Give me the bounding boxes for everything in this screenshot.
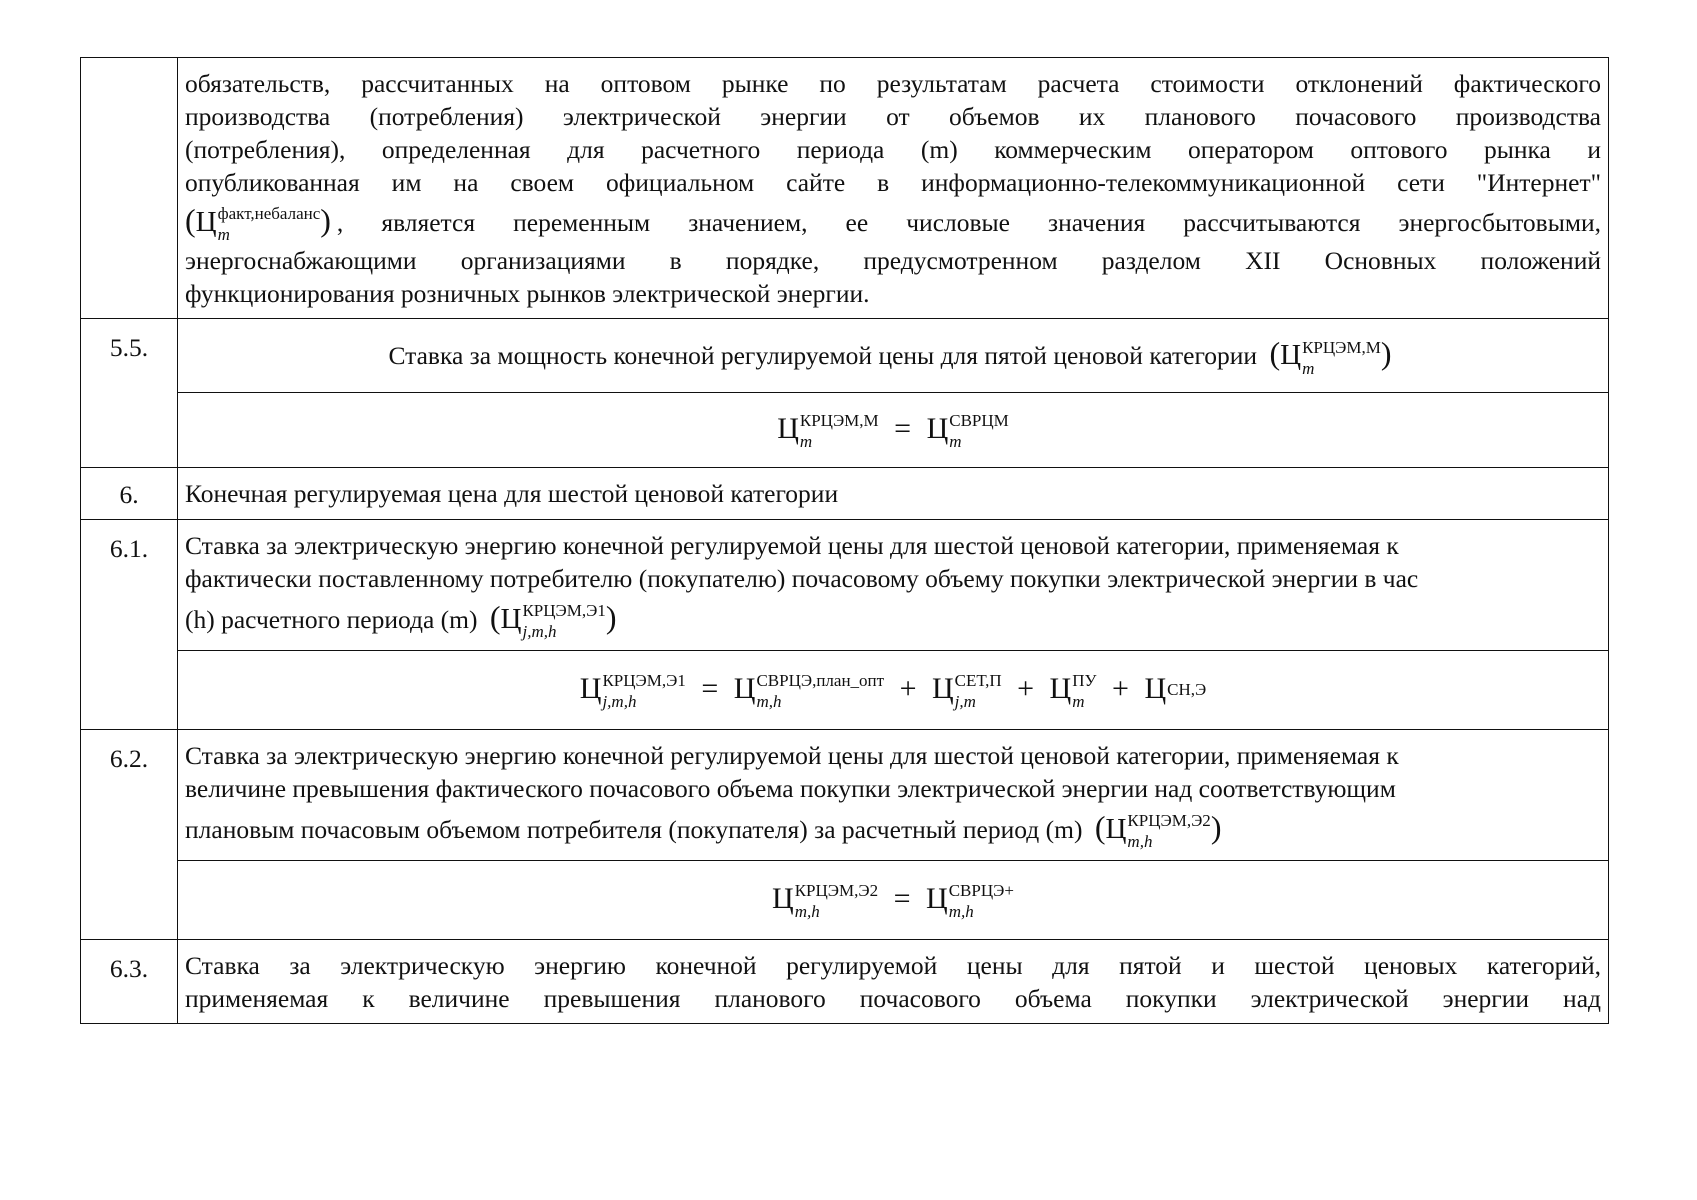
price-symbol: (Ц КРЦЭМ,М m )	[1269, 335, 1392, 378]
table-row-5-5	[81, 319, 1609, 393]
continuation-text	[178, 58, 1609, 319]
text-line: величине превышения фактического почасового объема покупки электрической энергии над соответствующим	[185, 774, 1396, 803]
text-line: применяемая к величине превышения планового почасового объема покупки электрической энергии над	[185, 984, 1601, 1013]
row-description	[178, 730, 1609, 861]
row-number-cell	[81, 58, 178, 319]
formula-cell	[178, 393, 1609, 468]
text-line: обязательств, рассчитанных на оптовом рынке по результатам расчета стоимости отклонений фактического	[185, 69, 1601, 98]
formula-6-1: Ц КРЦЭМ,Э1 j,m,h = Ц СВРЦЭ,план_опт m,h + Ц СЕТ,П j,m + Ц ПУ m + Ц СН,Э	[579, 671, 1207, 712]
table-row-6-3	[81, 940, 1609, 1024]
row-number-cell: 5.5.	[81, 319, 178, 468]
text-line: функционирования розничных рынков электрической энергии.	[185, 279, 870, 308]
row-number-cell: 6.	[81, 468, 178, 520]
price-symbol-fact-imbalance: (Ц факт,небаланс m )	[185, 202, 331, 245]
formula-cell	[178, 651, 1609, 730]
row-number-cell: 6.3.	[81, 940, 178, 1024]
formula-6-2: Ц КРЦЭМ,Э2 m,h = Ц СВРЦЭ+ m,h	[772, 881, 1014, 922]
text-line-with-symbol: (h) расчетного периода (m) (Ц КРЦЭМ,Э1 j,m,h )	[185, 595, 1601, 642]
text-line: энергоснабжающими организациями в порядке, предусмотренном разделом XII Основных положений	[185, 246, 1601, 275]
table-row-6-1	[81, 520, 1609, 651]
text-line: (потребления), определенная для расчетного периода (m) коммерческим оператором оптового рынка и	[185, 135, 1601, 164]
row-description	[178, 940, 1609, 1024]
row-number-cell: 6.1.	[81, 520, 178, 730]
text-line: Ставка за электрическую энергию конечной регулируемой цены для шестой ценовой категории, применяемая к	[185, 741, 1399, 770]
text-line-with-symbol: плановым почасовым объемом потребителя (покупателя) за расчетный период (m) (Ц КРЦЭМ,Э2 m,h )	[185, 805, 1601, 852]
table-row-continuation	[81, 58, 1609, 319]
price-symbol: (Ц КРЦЭМ,Э2 m,h )	[1094, 809, 1222, 852]
table-row-6	[81, 468, 1609, 520]
table-row-6-1-formula	[81, 651, 1609, 730]
tariff-table	[80, 57, 1609, 1024]
text-line: Ставка за электрическую энергию конечной регулируемой цены для пятой и шестой ценовых категорий,	[185, 951, 1601, 980]
table-row-5-5-formula	[81, 393, 1609, 468]
text-line: фактически поставленному потребителю (покупателю) почасовому объему покупки электрической энергии в час	[185, 564, 1419, 593]
row-number-cell: 6.2.	[81, 730, 178, 940]
text-line: опубликованная им на своем официальном сайте в информационно-телекоммуникационной сети "Интернет"	[185, 168, 1601, 197]
formula-5-5: Ц КРЦЭМ,М m = Ц СВРЦМ m	[777, 411, 1009, 452]
row-title: Ставка за мощность конечной регулируемой цены для пятой ценовой категории (Ц КРЦЭМ,М m )	[178, 319, 1609, 393]
formula-cell	[178, 861, 1609, 940]
text-line: производства (потребления) электрической энергии от объемов их планового почасового производства	[185, 102, 1601, 131]
price-symbol: (Ц КРЦЭМ,Э1 j,m,h )	[489, 599, 617, 642]
row-title: Конечная регулируемая цена для шестой ценовой категории	[178, 468, 1609, 520]
table-row-6-2-formula	[81, 861, 1609, 940]
text-line-with-symbol: (Ц факт,небаланс m ) , является переменным значением, ее числовые значения рассчитываются энергосбытовыми,	[185, 199, 1601, 244]
text-line: Ставка за электрическую энергию конечной регулируемой цены для шестой ценовой категории, применяемая к	[185, 531, 1399, 560]
row-description	[178, 520, 1609, 651]
table-row-6-2	[81, 730, 1609, 861]
